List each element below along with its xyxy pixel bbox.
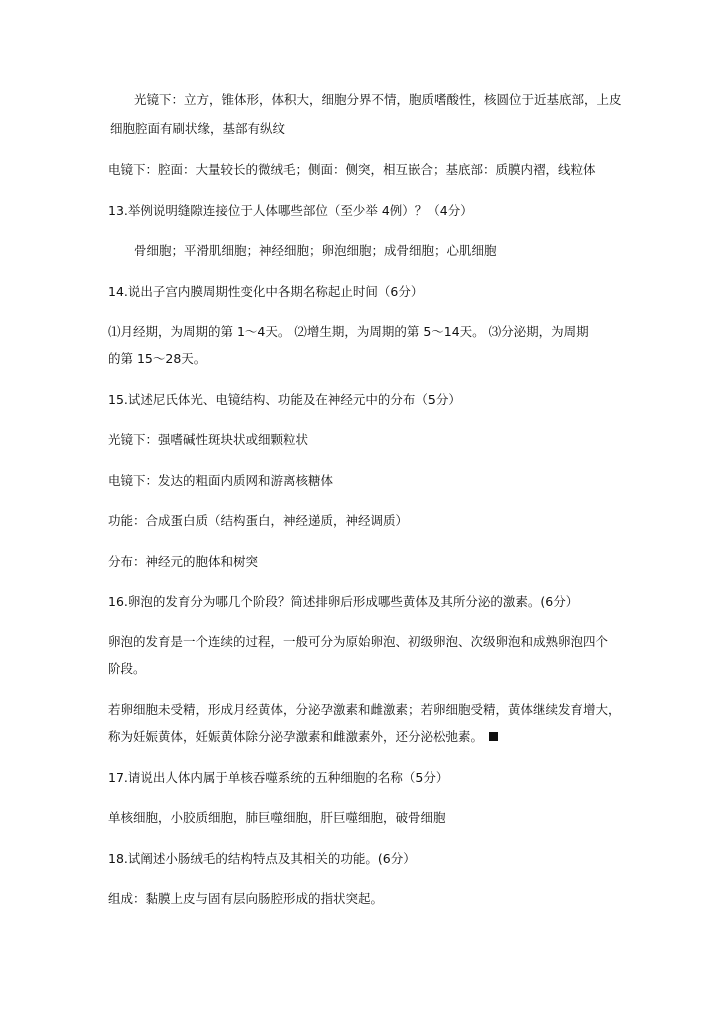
- text-line: 组成：黏膜上皮与固有层向肠腔形成的指状突起。: [108, 891, 384, 906]
- text-line: 单核细胞，小胶质细胞，肺巨噬细胞，肝巨噬细胞，破骨细胞: [108, 810, 446, 825]
- text-line: 分布：神经元的胞体和树突: [108, 554, 259, 569]
- question-heading: 18.试阐述小肠绒毛的结构特点及其相关的功能。(6分）: [108, 851, 416, 866]
- text-line: 的第 15～28天。: [108, 351, 207, 366]
- question-heading: 15.试述尼氏体光、电镜结构、功能及在神经元中的分布（5分）: [108, 392, 461, 407]
- text-line: 功能：合成蛋白质（结构蛋白，神经递质，神经调质）: [108, 513, 409, 528]
- text-span: 称为妊娠黄体，妊娠黄体除分泌孕激素和雌激素外，还分泌松弛素。: [108, 729, 484, 744]
- square-icon: [489, 732, 498, 741]
- question-heading: 16.卵泡的发育分为哪几个阶段？简述排卵后形成哪些黄体及其所分泌的激素。(6分）: [108, 594, 579, 609]
- question-heading: 14.说出子宫内膜周期性变化中各期名称起止时间（6分）: [108, 284, 424, 299]
- text-line: 若卵细胞未受精，形成月经黄体，分泌孕激素和雌激素；若卵细胞受精，黄体继续发育增大，: [108, 702, 621, 717]
- text-line: ⑴月经期，为周期的第 1～4天。 ⑵增生期，为周期的第 5～14天。 ⑶分泌期，为周期: [108, 324, 589, 339]
- text-line: 骨细胞；平滑肌细胞；神经细胞；卵泡细胞；成骨细胞；心肌细胞: [134, 243, 497, 258]
- text-line: 光镜下：立方，锥体形，体积大，细胞分界不情，胞质嗜酸性，核圆位于近基底部，上皮: [134, 92, 622, 107]
- question-heading: 13.举例说明缝隙连接位于人体哪些部位（至少举 4例）？（4分）: [108, 203, 473, 218]
- text-line: 卵泡的发育是一个连续的过程，一般可分为原始卵泡、初级卵泡、次级卵泡和成熟卵泡四个: [108, 634, 609, 649]
- text-line: 光镜下：强嗜碱性斑块状或细颗粒状: [108, 432, 309, 447]
- text-line: 电镜下：腔面：大量较长的微绒毛；侧面：侧突，相互嵌合；基底部：质膜内褶，线粒体: [108, 162, 596, 177]
- text-line: 阶段。: [108, 661, 146, 676]
- text-line: [108, 729, 498, 745]
- question-heading: 17.请说出人体内属于单核吞噬系统的五种细胞的名称（5分）: [108, 770, 449, 785]
- text-line: 电镜下：发达的粗面内质网和游离核糖体: [108, 473, 334, 488]
- text-line: 细胞腔面有刷状缘，基部有纵纹: [110, 121, 286, 136]
